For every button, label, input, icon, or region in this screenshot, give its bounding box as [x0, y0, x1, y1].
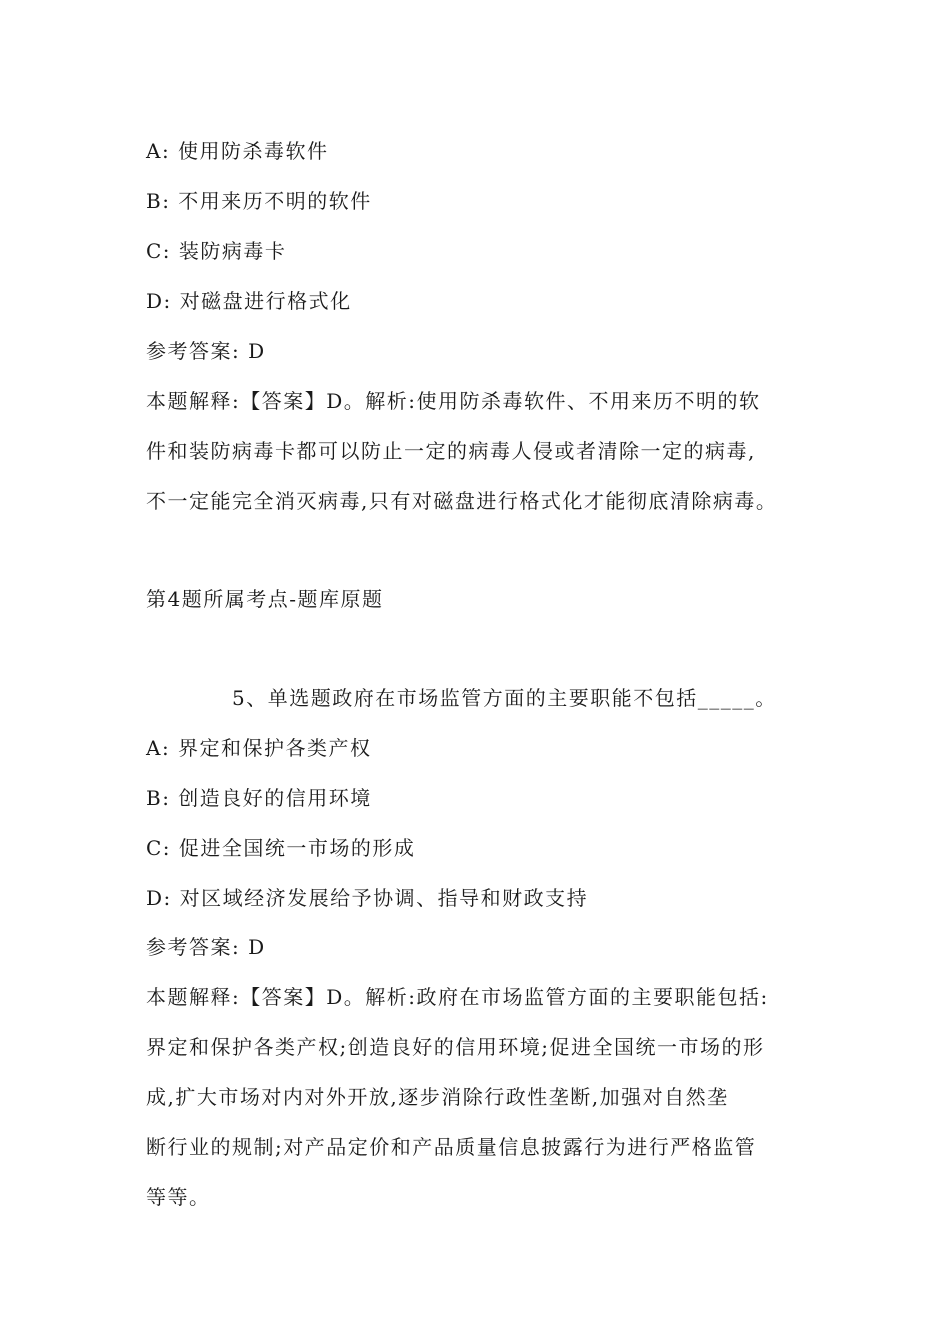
q5-option-c: C: 促进全国统一市场的形成 [146, 836, 416, 860]
q4-option-a: A: 使用防杀毒软件 [146, 139, 329, 163]
q4-option-b: B: 不用来历不明的软件 [146, 189, 372, 213]
q4-explanation-line: 本题解释:【答案】D。解析:使用防杀毒软件、不用来历不明的软 [146, 389, 761, 413]
q5-option-d: D: 对区域经济发展给予协调、指导和财政支持 [146, 886, 589, 910]
q5-option-a: A: 界定和保护各类产权 [146, 736, 372, 760]
q4-explanation-line: 不一定能完全消灭病毒,只有对磁盘进行格式化才能彻底清除病毒。 [146, 489, 778, 513]
q5-question: 5、单选题政府在市场监管方面的主要职能不包括_____。 [232, 686, 777, 710]
q4-option-d: D: 对磁盘进行格式化 [146, 289, 352, 313]
q4-topic: 第4题所属考点-题库原题 [146, 587, 384, 611]
q5-answer: 参考答案: D [146, 935, 266, 959]
q4-answer: 参考答案: D [146, 339, 266, 363]
q5-explanation-line: 本题解释:【答案】D。解析:政府在市场监管方面的主要职能包括: [146, 985, 769, 1009]
q5-option-b: B: 创造良好的信用环境 [146, 786, 372, 810]
q4-option-c: C: 装防病毒卡 [146, 239, 287, 263]
q5-explanation-line: 成,扩大市场对内对外开放,逐步消除行政性垄断,加强对自然垄 [146, 1085, 729, 1109]
q5-explanation-line: 断行业的规制;对产品定价和产品质量信息披露行为进行严格监管 [146, 1135, 757, 1159]
q5-explanation-line: 界定和保护各类产权;创造良好的信用环境;促进全国统一市场的形 [146, 1035, 765, 1059]
q4-explanation-line: 件和装防病毒卡都可以防止一定的病毒人侵或者清除一定的病毒, [146, 439, 756, 463]
q5-explanation-line: 等等。 [146, 1185, 211, 1209]
